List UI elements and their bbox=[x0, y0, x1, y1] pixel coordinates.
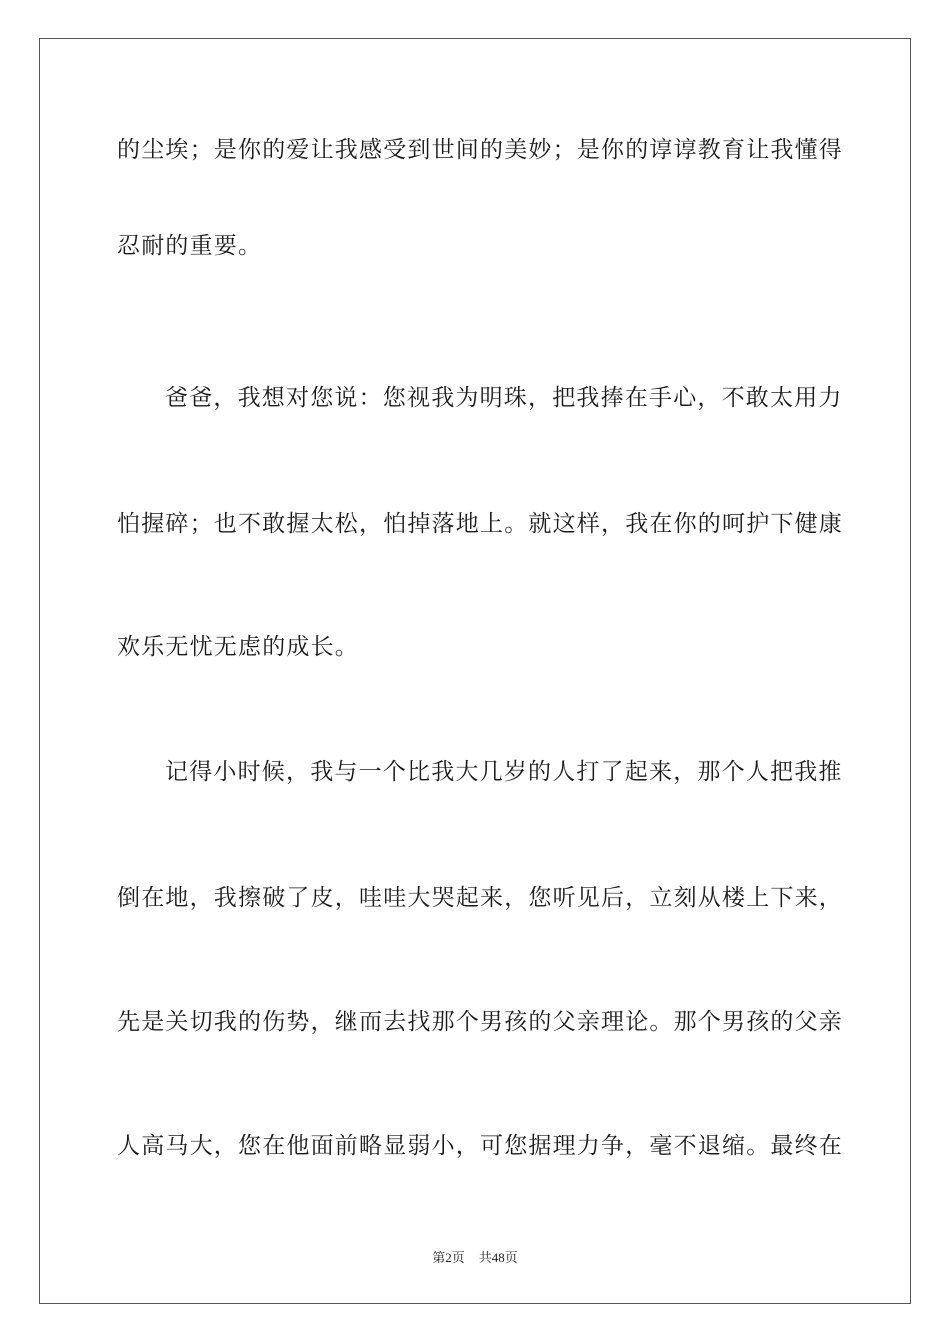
text-line-1: 的尘埃；是你的爱让我感受到世间的美妙；是你的谆谆教育让我懂得 bbox=[117, 137, 843, 163]
text-line-9: 人高马大，您在他面前略显弱小，可您据理力争，毫不退缩。最终在 bbox=[117, 1133, 843, 1159]
page-total: 共48页 bbox=[478, 1250, 518, 1265]
page-border bbox=[39, 38, 911, 1304]
text-line-4: 怕握碎；也不敢握太松，怕掉落地上。就这样，我在你的呵护下健康 bbox=[117, 511, 843, 537]
page-number: 第2页 bbox=[432, 1250, 465, 1265]
text-line-7: 倒在地，我擦破了皮，哇哇大哭起来，您听见后，立刻从楼上下来， bbox=[117, 885, 843, 911]
text-line-5: 欢乐无忧无虑的成长。 bbox=[117, 634, 359, 660]
text-line-2: 忍耐的重要。 bbox=[117, 233, 263, 259]
text-line-6: 记得小时候，我与一个比我大几岁的人打了起来，那个人把我推 bbox=[165, 759, 843, 785]
text-line-8: 先是关切我的伤势，继而去找那个男孩的父亲理论。那个男孩的父亲 bbox=[117, 1009, 843, 1035]
page-footer bbox=[0, 1247, 950, 1266]
text-line-3: 爸爸，我想对您说：您视我为明珠，把我捧在手心，不敢太用力 bbox=[165, 385, 843, 411]
